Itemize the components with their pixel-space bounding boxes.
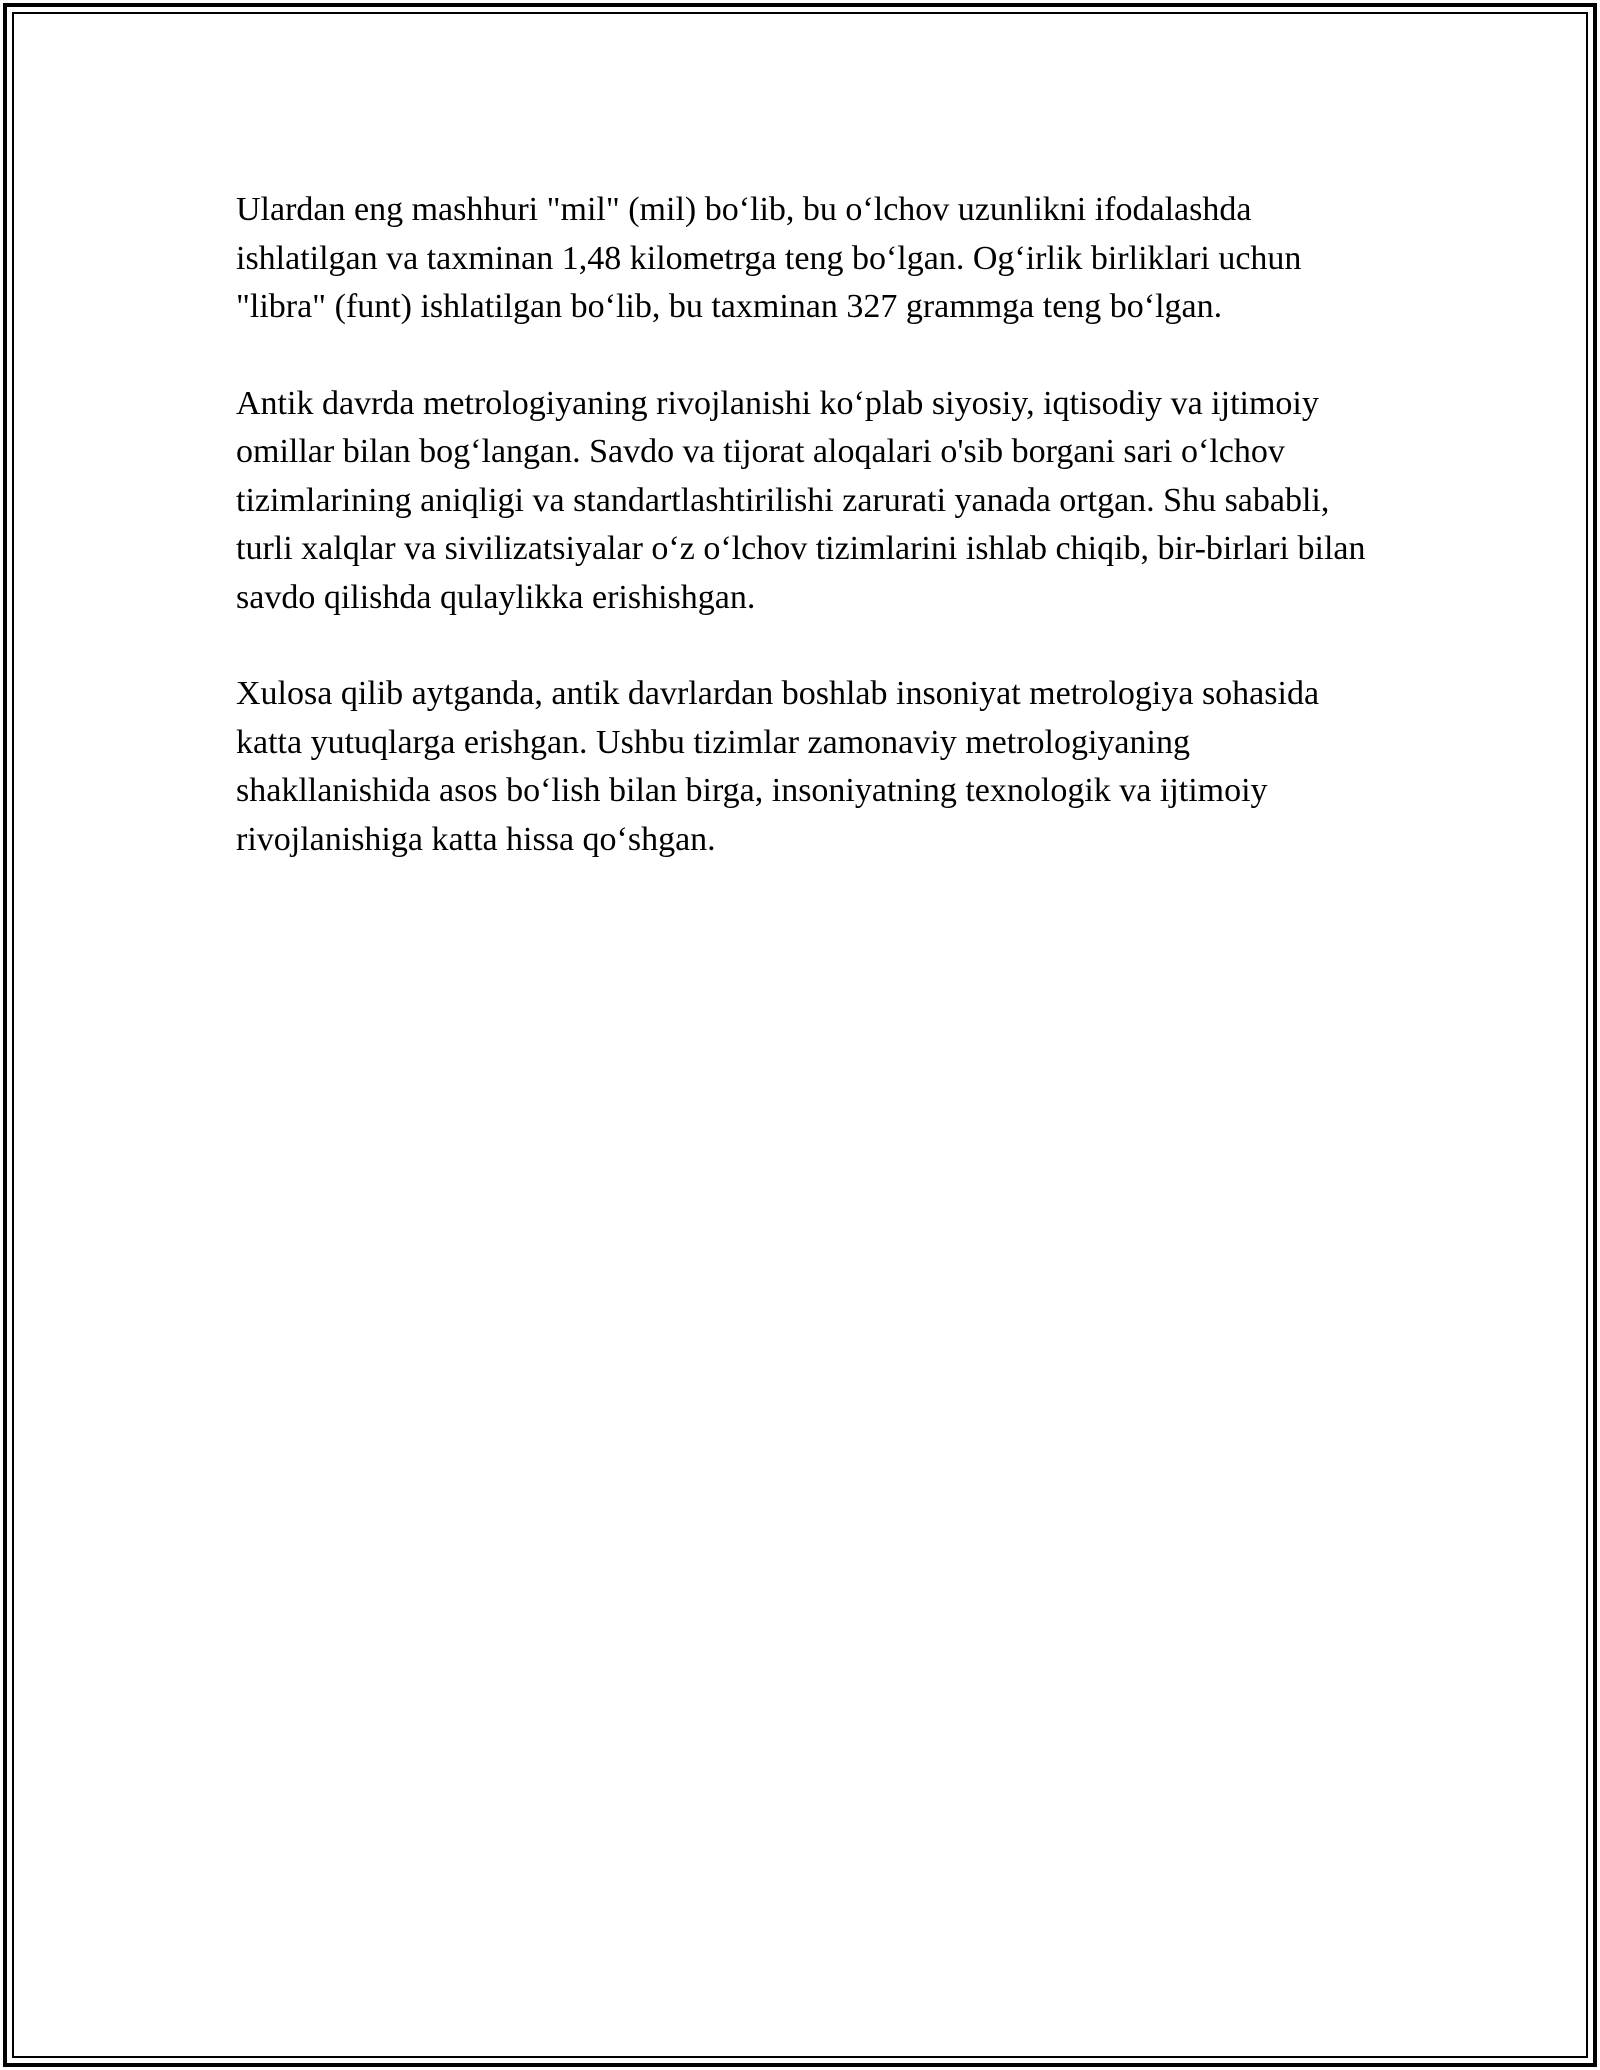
paragraph-1: Ulardan eng mashhuri "mil" (mil) bo‘lib, bu o‘lchov uzunlikni ifodalashda ishlatilgan va taxminan 1,48 kilometrga teng bo‘lgan. Og‘irlik birliklari uchun "libra" (funt) ishlatilgan bo‘lib, bu taxminan 327 grammga teng bo‘lgan. xyxy=(236,191,1302,325)
paragraph-2: Antik davrda metrologiyaning rivojlanishi ko‘plab siyosiy, iqtisodiy va ijtimoiy omillar bilan bog‘langan. Savdo va tijorat aloqalari o'sib borgani sari o‘lchov tizimlarining aniqligi va standartlashtirilishi zarurati yanada ortgan. Shu sababli, turli xalqlar va sivilizatsiyalar o‘z o‘lchov tizimlarini ishlab chiqib, bir-birlari bilan savdo qilishda qulaylikka erishishgan. xyxy=(236,384,1366,616)
document-body xyxy=(236,186,1366,912)
paragraph-3: Xulosa qilib aytganda, antik davrlardan boshlab insoniyat metrologiya sohasida katta yutuqlarga erishgan. Ushbu tizimlar zamonaviy metrologiyaning shakllanishida asos bo‘lish bilan birga, insoniyatning texnologik va ijtimoiy rivojlanishiga katta hissa qo‘shgan. xyxy=(236,675,1320,858)
